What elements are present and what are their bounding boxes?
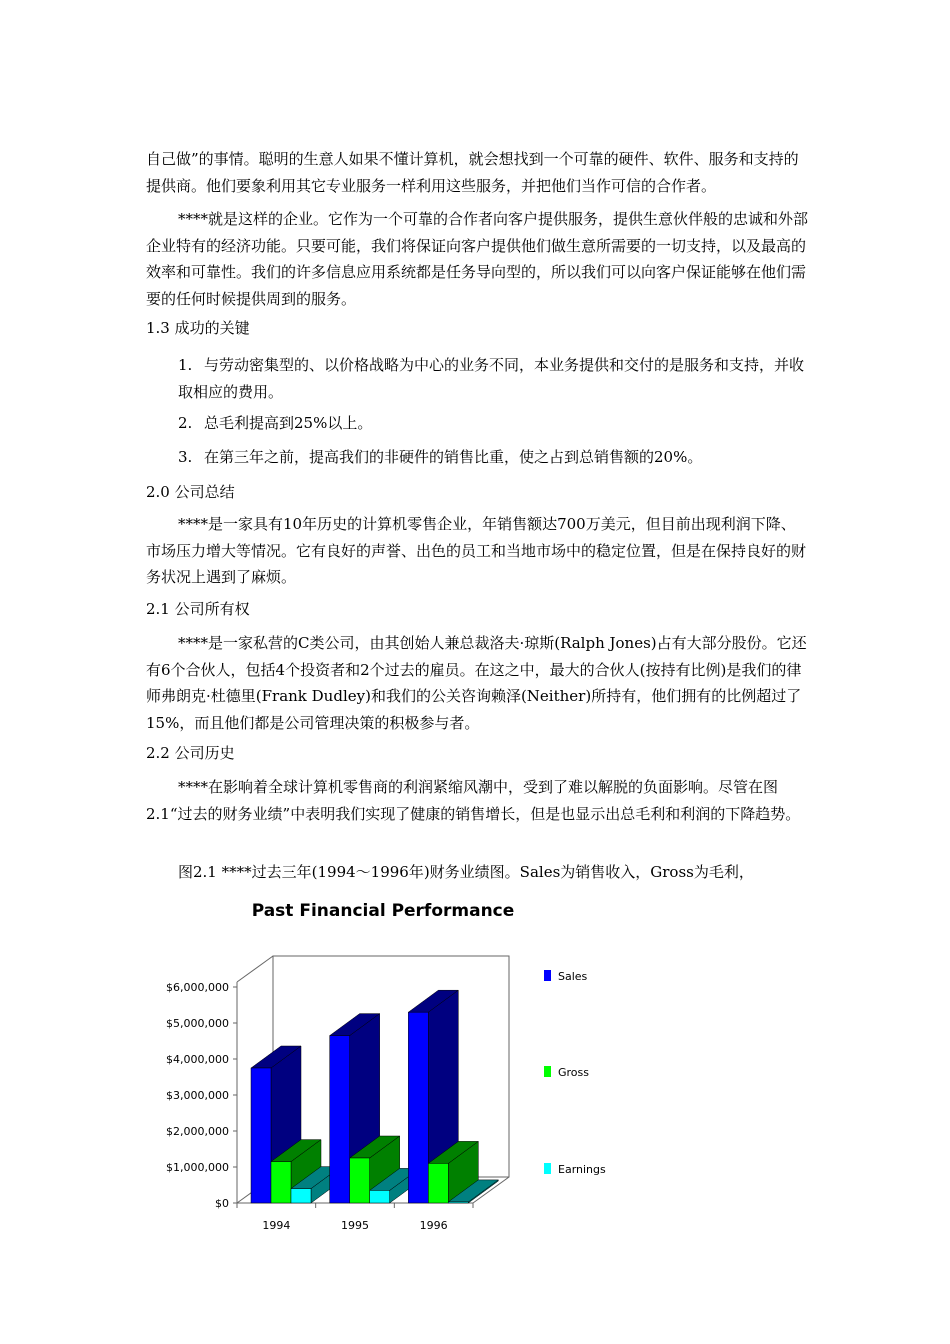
legend-swatch [544,970,551,981]
legend-label: Earnings [558,1163,606,1176]
financial-performance-chart [150,890,650,1250]
heading-2-0: 2.0 公司总结 [146,483,235,501]
x-tick-label: 1995 [341,1219,369,1232]
list-item-number: 3. [178,448,193,466]
legend-label: Gross [558,1066,589,1079]
list-item-text: 与劳动密集型的、以价格战略为中心的业务不同，本业务提供和交付的是服务和支持，并收取相应的费用。 [178,356,805,401]
bar-group [251,990,498,1203]
x-tick-label: 1996 [419,1219,448,1232]
y-tick-label: $3,000,000 [166,1089,229,1102]
figure-caption: 图2.1 ****过去三年(1994～1996年)财务业绩图。Sales为销售收入，Gross为毛利， [178,863,754,881]
y-axis [166,981,237,1210]
x-tick-label: 1994 [262,1219,291,1232]
list-item-text: 在第三年之前，提高我们的非硬件的销售比重，使之占到总销售额的20%。 [204,448,703,466]
legend-label: Sales [558,970,588,983]
heading-2-2: 2.2 公司历史 [146,744,235,762]
heading-1-3: 1.3 成功的关键 [146,319,250,337]
legend-item-gross [544,1066,589,1079]
paragraph-history: ****在影响着全球计算机零售商的利润紧缩风潮中，受到了难以解脱的负面影响。尽管在图2.1“过去的财务业绩”中表明我们实现了健康的销售增长，但是也显示出总毛利和利润的下降趋势。 [146,778,801,823]
legend-item-sales [544,970,588,983]
y-tick-label: $6,000,000 [166,981,229,994]
list-item-text: 总毛利提高到25%以上。 [204,414,373,432]
paragraph-enterprise: ****就是这样的企业。它作为一个可靠的合作者向客户提供服务，提供生意伙伴般的忠诚和外部企业特有的经济功能。只要可能，我们将保证向客户提供他们做生意所需要的一切支持，以及最高的效率和可靠性。我们的许多信息应用系统都是任务导向型的，所以我们可以向客户保证能够在他们需要的任何时候提供周到的服务。 [146,210,809,308]
paragraph-company-summary: ****是一家具有10年历史的计算机零售企业，年销售额达700万美元，但目前出现利润下降、市场压力增大等情况。它有良好的声誉、出色的员工和当地市场中的稳定位置，但是在保持良好的财务状况上遇到了麻烦。 [146,515,807,586]
legend-item-earnings [544,1163,606,1176]
y-tick-label: $2,000,000 [166,1125,229,1138]
list-item-number: 1. [178,356,193,374]
paragraph-intro: 自己做”的事情。聪明的生意人如果不懂计算机，就会想找到一个可靠的硬件、软件、服务和支持的提供商。他们要象利用其它专业服务一样利用这些服务，并把他们当作可信的合作者。 [146,150,799,195]
list-item-2 [178,410,810,437]
y-tick-label: $0 [215,1197,229,1210]
list-item-3 [178,444,810,471]
chart-legend [544,970,606,1176]
list-item-number: 2. [178,414,193,432]
heading-2-1: 2.1 公司所有权 [146,600,250,618]
x-axis [237,1203,473,1232]
y-tick-label: $1,000,000 [166,1161,229,1174]
chart-title: Past Financial Performance [251,901,515,921]
legend-swatch [544,1066,551,1077]
paragraph-ownership: ****是一家私营的C类公司，由其创始人兼总裁洛夫·琼斯(Ralph Jones)占有大部分股份。它还有6个合伙人，包括4个投资者和2个过去的雇员。在这之中，最大的合伙人(按持有比例)是我们的律师弗朗克·杜德里(Frank Dudley)和我们的公关咨询赖泽(Neither)所持有，他们拥有的比例超过了15%，而且他们都是公司管理决策的积极参与者。 [146,634,807,732]
y-tick-label: $4,000,000 [166,1053,229,1066]
legend-swatch [544,1163,551,1174]
list-item-1 [178,352,810,405]
y-tick-label: $5,000,000 [166,1017,229,1030]
